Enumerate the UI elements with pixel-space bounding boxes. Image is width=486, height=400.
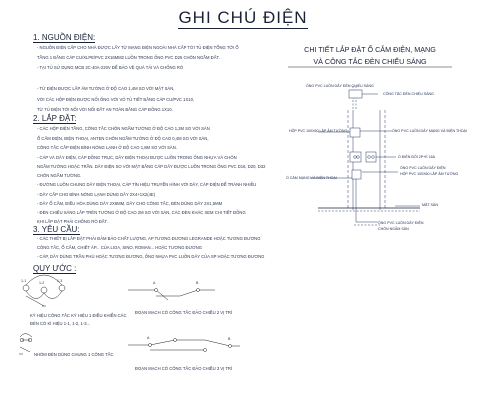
label-network-socket: Ổ CẮM MẠNG VÀ ĐIỆN THOẠI <box>286 176 337 180</box>
legend-switch-label-3: 1-3 <box>57 279 63 283</box>
note-line: - ĐƯỜNG LUỒN CHUNG DÂY ĐIỆN THOẠI, CÁP TÍN HIỆU TRUYỀN HÌNH VỚI DÂY, CÁP ĐIỆN ĐỂ TRÁNH NHIỄU <box>37 182 257 187</box>
legend-desc-1a: KÝ HIỆU CÔNG TẮC KÝ HIỆU 1 ĐIỀU KHIỂN CÁC <box>30 313 127 318</box>
wiring1-letter-b: B <box>196 281 199 285</box>
note-line: NGẦM TƯỜNG HOẶC TRẦN. DÂY ĐIỆN SO VỚI MẶT BẰNG CÁP DÂY ĐƯỢC LUỒN TRONG ỐNG PVC D16, D20, D32 <box>37 164 266 169</box>
note-line: KHI LẮP ĐẶT PHẢI CHỐNG RÒ ĐẤT. <box>37 219 108 224</box>
detail-title-line1: CHI TIẾT LẮP ĐẶT Ổ CẮM ĐIỆN, MẠNG <box>304 45 436 54</box>
section-2-heading: 2. LẮP ĐẶT: <box>33 114 77 123</box>
label-conduit-floor-b: HỘP PVC 100X60 LẮP ÂM TƯỜNG <box>400 172 459 176</box>
legend-wiring-2way: ĐOẠN MẠCH CÓ CÔNG TẮC ĐẢO CHIỀU 2 VỊ TRÍ <box>135 310 233 315</box>
note-line: - CÁP, DÂY DÙNG TRẦN PHÚ HOẶC TƯƠNG ĐƯƠNG, ỐNG NHỰA PVC LUỒN DÂY CỦA SP HOẶC TƯƠNG ĐƯƠNG <box>37 254 265 259</box>
wiring2-letter-a: A <box>147 336 150 340</box>
note-line: CHÔN NGẦM TƯỜNG. <box>37 173 82 178</box>
note-line: - CÁP VÀ DÂY ĐIỆN, CÁP ĐỒNG TRỤC, DÂY ĐIỆN THOẠI ĐƯỢC LUỒN TRONG ỐNG NHỰA VÀ CHÔN <box>37 155 237 160</box>
label-conduit-buried-b: CHÔN NGẦM SÀN <box>378 227 409 231</box>
note-line: CÔNG TẮC CẮP ĐIỆN BÌNH NÓNG LẠNH Ở ĐỘ CAO 1,8M SO VỚI SÀN. <box>37 145 177 150</box>
note-line: - NGUỒN ĐIỆN CẤP CHO NHÀ ĐƯỢC LẤY TỪ MẠNG ĐIỆN NGOÀI NHÀ CẤP TỚI TỦ ĐIỆN TỔNG TỚI Ổ <box>37 45 239 50</box>
note-line: CÔNG TẮC, Ổ CẮM, CHIẾT ÁP... CỦA LIOA, SINO, ROMAN... HOẶC TƯƠNG ĐƯƠNG <box>37 245 203 250</box>
note-line: VỚI CÁC HỘP ĐIỆN ĐƯỢC NỐI ỐNG VỚI VỎ TỦ TIẾT BẰNG CÁP CU/PVC 1X10, <box>37 97 195 102</box>
note-line: - CÁC THIẾT BỊ LẮP ĐẶT PHẢI ĐẢM BẢO CHẤT LƯỢNG, AP TƯƠNG ĐƯƠNG LEGRANDE HOẶC TƯƠNG ĐƯƠNG <box>37 236 261 241</box>
note-line: TẦNG 1 BẰNG CÁP CU/XLPE/PVC 2X16MM2 LUỒN TRONG ỐNG PVC D25 CHÔN NGẦM ĐẤT. <box>37 55 220 60</box>
label-conduit-buried-a: ỐNG PVC LUỒN DÂY ĐIỆN <box>378 221 424 225</box>
section-1-heading: 1. NGUỒN ĐIỆN: <box>33 33 96 42</box>
wiring1-letter-a: A <box>153 281 156 285</box>
note-line: - DÂY CẤP CHO BÌNH NÓNG LẠNH DÙNG DÂY 2X4+1X2(4E) <box>37 192 156 197</box>
note-line: - TẠI TỦ SỬ DỤNG MCB 2C-40A-220V ĐỂ BẢO VỆ QUÁ TẢI VÀ CHỐNG RÒ <box>37 65 184 70</box>
label-floor: MẶT SÀN <box>422 203 438 207</box>
label-light-switch: CÔNG TẮC ĐÈN CHIẾU SÁNG <box>383 92 434 96</box>
legend-wiring-3way: ĐOẠN MẠCH CÓ CÔNG TẮC ĐẢO CHIỀU 3 VỊ TRÍ <box>135 366 233 371</box>
legend-desc-1b: ĐÈN CÓ KÍ HIỆU 1-1, 1-2, 1-3... <box>30 321 91 326</box>
note-line: TỪ TỦ ĐIỆN TỚI NỐI VỚI NỐI ĐẤT AN TOÀN BẰNG CÁP ĐỒNG 1X10. <box>37 107 173 112</box>
section-3-heading: 3. YÊU CẦU: <box>33 225 80 234</box>
note-line: - TỪ ĐIỆN ĐƯỢC LẮP ÂM TƯỜNG Ở ĐỘ CAO 1,4M SO VỚI MẶT SÀN, <box>37 86 175 91</box>
label-conduit-light: ỐNG PVC LUỒN DÂY ĐÈN CHIẾU SÁNG <box>306 84 374 88</box>
legend-desc-2: NHÓM ĐÈN DÙNG CHUNG 1 CÔNG TẮC <box>34 352 114 357</box>
note-line: - ĐÈN CHIẾU SÁNG LẮP TRÊN TƯỜNG Ở ĐỘ CAO 2M SO VỚI SÀN, CÁC ĐÈN KHÁC XEM CHI TIẾT ĐỒNG <box>37 210 246 215</box>
note-line: Ổ CẮM ĐIỆN, ĐIỆN THOẠI, ANTEN CHÔN NGẦM TƯỜNG Ở ĐỘ CAO 0,4M SO VỚI SÀN, <box>37 136 209 141</box>
legend-heading: QUY ƯỚC : <box>33 264 77 273</box>
label-wall-box: HỘP PVC 100X60 LẮP ÂM TƯỜNG <box>289 129 348 133</box>
page-title: GHI CHÚ ĐIỆN <box>178 8 308 27</box>
detail-title-line2: VÀ CÔNG TẮC ĐÈN CHIẾU SÁNG <box>313 57 427 66</box>
legend-switch-label-2: 1-2 <box>39 281 45 285</box>
legend-switch-label-1: 1-1 <box>21 279 27 283</box>
wiring2-letter-b: B <box>228 337 231 341</box>
note-line: - CÁC HỘP ĐIỆN TẦNG, CÔNG TẮC CHÔN NGẦM TƯỜNG Ở ĐỘ CAO 1,2M SO VỚI SÀN <box>37 126 210 131</box>
label-socket: Ổ ĐIỆN ĐÔI 2P+E 16A <box>398 155 436 159</box>
label-conduit-wall: ỐNG PVC LUỒN DÂY MẠNG VÀ ĐIỆN THOẠI <box>392 129 467 133</box>
note-line: - DÂY Ổ CẮM, ĐIỀU HÒA DÙNG DÂY 2X6MM, DÂY CHO CÔNG TẮC, ĐÈN DÙNG DÂY 2X1,5MM <box>37 201 223 206</box>
label-conduit-floor-a: ỐNG PVC LUỒN DÂY ĐIỆN <box>400 166 446 170</box>
